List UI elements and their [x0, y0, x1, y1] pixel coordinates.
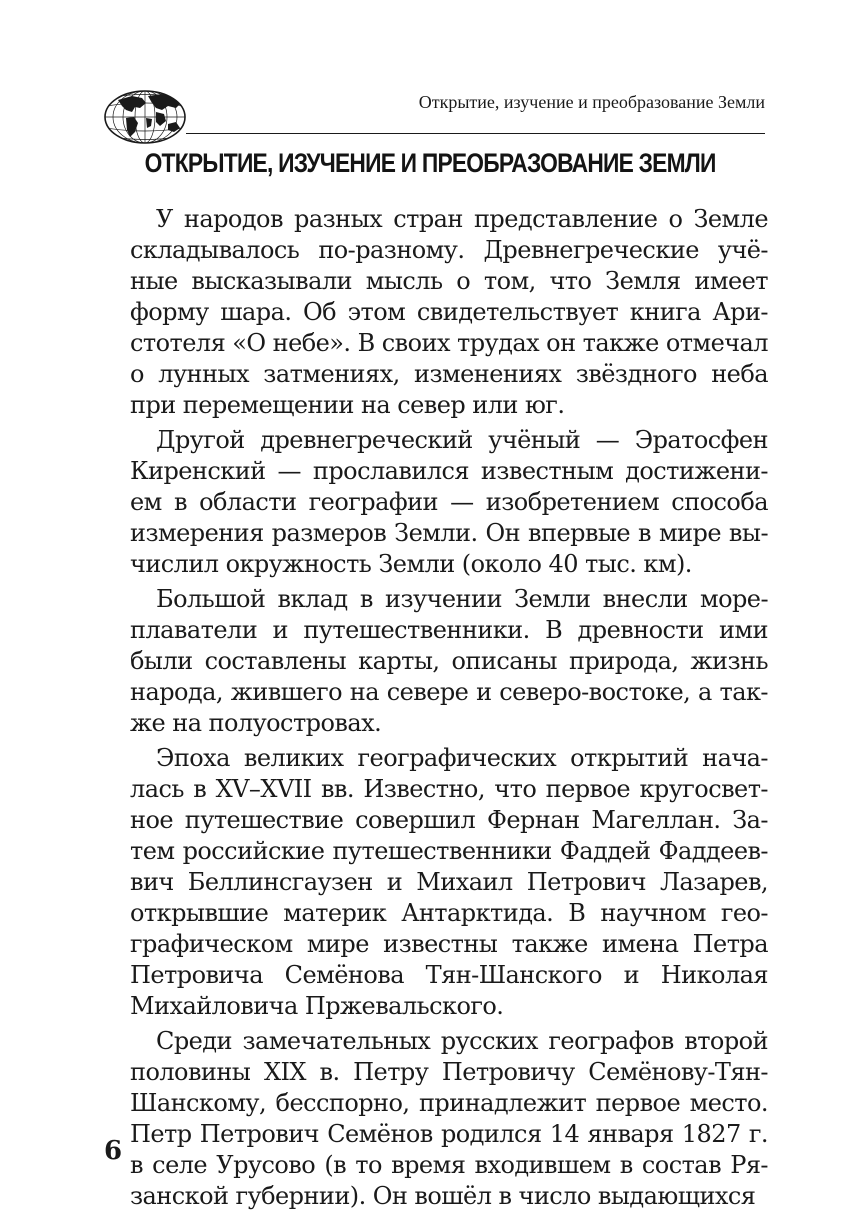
text-line: Петровича Семёнова Тян-Шанского и Николая: [130, 961, 768, 989]
text-line: при перемещении на север или юг.: [130, 391, 565, 419]
running-header: Открытие, изучение и преобразование Земли: [418, 92, 765, 112]
text-line: графическом мире известны также имена Петра: [130, 930, 768, 958]
chapter-title: ОТКРЫТИЕ, ИЗУЧЕНИЕ И ПРЕОБРАЗОВАНИЕ ЗЕМЛИ: [144, 148, 716, 178]
header-rule: [186, 133, 765, 134]
text-line: ное путешествие совершил Фернан Магеллан. За-: [130, 806, 768, 834]
text-line: Большой вклад в изучении Земли внесли море-: [156, 585, 768, 613]
text-line: занской губернии). Он вошёл в число выдающихся: [130, 1182, 756, 1210]
text-line: Среди замечательных русских географов второй: [156, 1027, 768, 1055]
text-line: лась в XV–XVII вв. Известно, что первое кругосвет-: [130, 775, 768, 803]
paragraph: [104, 1026, 768, 1212]
text-line: народа, жившего на севере и северо-востоке, а так-: [130, 678, 768, 706]
text-line: о лунных затмениях, изменениях звёздного неба: [130, 360, 768, 388]
globe-icon: [102, 88, 188, 146]
text-line: тем российские путешественники Фаддей Фаддеев-: [130, 837, 768, 865]
text-line: были составлены карты, описаны природа, жизнь: [130, 647, 768, 675]
text-line: ные высказывали мысль о том, что Земля имеет: [130, 267, 768, 295]
text-line: Эпоха великих географических открытий нача-: [156, 744, 768, 772]
text-line: Шанскому, бесспорно, принадлежит первое место.: [130, 1089, 768, 1117]
text-line: Михайловича Пржевальского.: [130, 992, 504, 1020]
page-number: 6: [104, 1136, 123, 1166]
paragraph: [104, 204, 768, 421]
paragraph: [104, 743, 768, 1022]
text-line: половины XIX в. Петру Петровичу Семёнову-Тян-: [130, 1058, 768, 1086]
text-line: У народов разных стран представление о Земле: [156, 205, 768, 233]
text-line: же на полуостровах.: [130, 709, 382, 737]
text-line: плаватели и путешественники. В древности ими: [130, 616, 768, 644]
body-text: [104, 204, 768, 1212]
paragraph: [104, 425, 768, 580]
text-line: вич Беллинсгаузен и Михаил Петрович Лазарев,: [130, 868, 768, 896]
text-line: ем в области географии — изобретением способа: [130, 488, 768, 516]
paragraph: [104, 584, 768, 739]
text-line: измерения размеров Земли. Он впервые в мире вы-: [130, 519, 768, 547]
text-line: Петр Петрович Семёнов родился 14 января 1827 г.: [130, 1120, 768, 1148]
text-line: складывалось по-разному. Древнегреческие учё-: [130, 236, 768, 264]
text-line: числил окружность Земли (около 40 тыс. км).: [130, 550, 692, 578]
text-line: форму шара. Об этом свидетельствует книга Ари-: [130, 298, 768, 326]
text-line: в селе Урусово (в то время входившем в состав Ря-: [130, 1151, 768, 1179]
text-line: Другой древнегреческий учёный — Эратосфен: [156, 426, 768, 454]
text-line: стотеля «О небе». В своих трудах он также отмечал: [130, 329, 768, 357]
text-line: Киренский — прославился известным достижени-: [130, 457, 768, 485]
text-line: открывшие материк Антарктида. В научном гео-: [130, 899, 768, 927]
